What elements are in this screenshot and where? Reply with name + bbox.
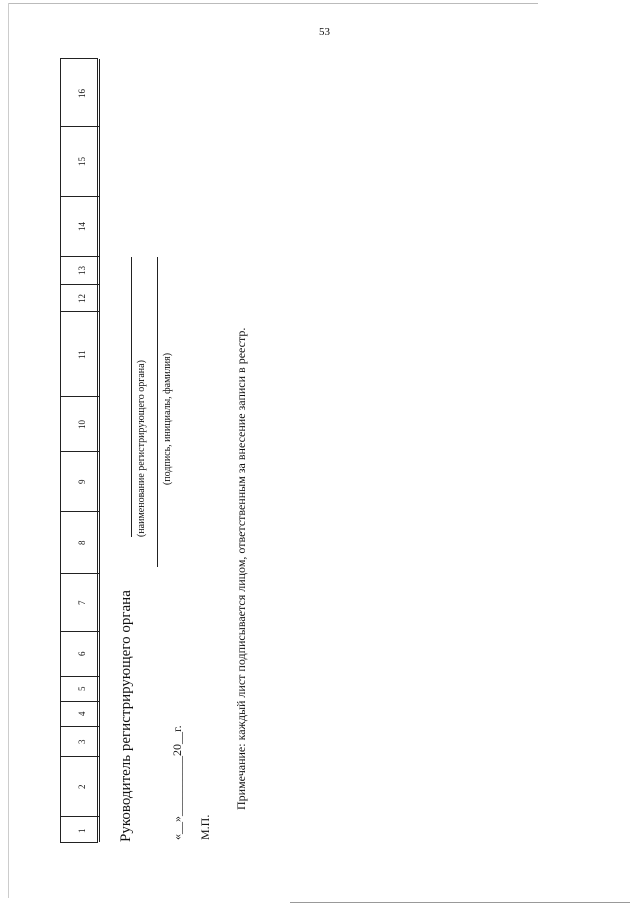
date-line: «__»__________20__г. [170,725,184,840]
column-number-label: 4 [77,711,87,716]
table-divider [61,126,99,127]
table-divider [61,701,99,702]
table-divider [61,676,99,677]
column-number-label: 8 [77,540,87,545]
column-number-label: 10 [77,419,87,429]
note-text: Примечание: каждый лист подписывается лицом, ответственным за внесение записи в реестр. [234,327,248,810]
column-number-label: 14 [77,222,87,231]
column-number-label: 5 [77,686,87,691]
table-divider [61,573,99,574]
column-number-label: 1 [77,828,87,833]
table-divider [61,284,99,285]
column-number-label: 2 [77,784,87,789]
column-number-label: 3 [77,739,87,744]
column-number-label: 6 [77,651,87,656]
column-number-label: 13 [77,266,87,275]
page-number: 53 [319,26,330,38]
table-divider [61,726,99,727]
table-divider [61,631,99,632]
column-number-label: 12 [77,293,87,303]
table-divider [61,756,99,757]
table-divider [61,256,99,257]
person-signature-line [157,257,158,567]
org-signature-line [131,257,132,537]
column-number-label: 11 [77,349,87,359]
page-edge-left [8,3,9,898]
table-divider [61,311,99,312]
table-divider [61,196,99,197]
table-inner-border [99,59,100,842]
page-edge-bottom [290,902,630,903]
table-divider [61,511,99,512]
org-caption: (наименование регистрирующего органа) [136,360,147,537]
table-divider [61,396,99,397]
page-edge-top [8,3,538,4]
column-number-table [60,58,98,843]
column-number-label: 15 [77,157,87,166]
stamp-place: М.П. [198,814,212,840]
head-title: Руководитель регистрирующего органа [118,590,134,842]
table-divider [61,451,99,452]
column-number-label: 16 [77,88,87,98]
person-caption: (подпись, инициалы, фамилия) [162,352,173,485]
table-divider [61,816,99,817]
column-number-label: 9 [77,479,87,484]
column-number-label: 7 [77,600,87,605]
